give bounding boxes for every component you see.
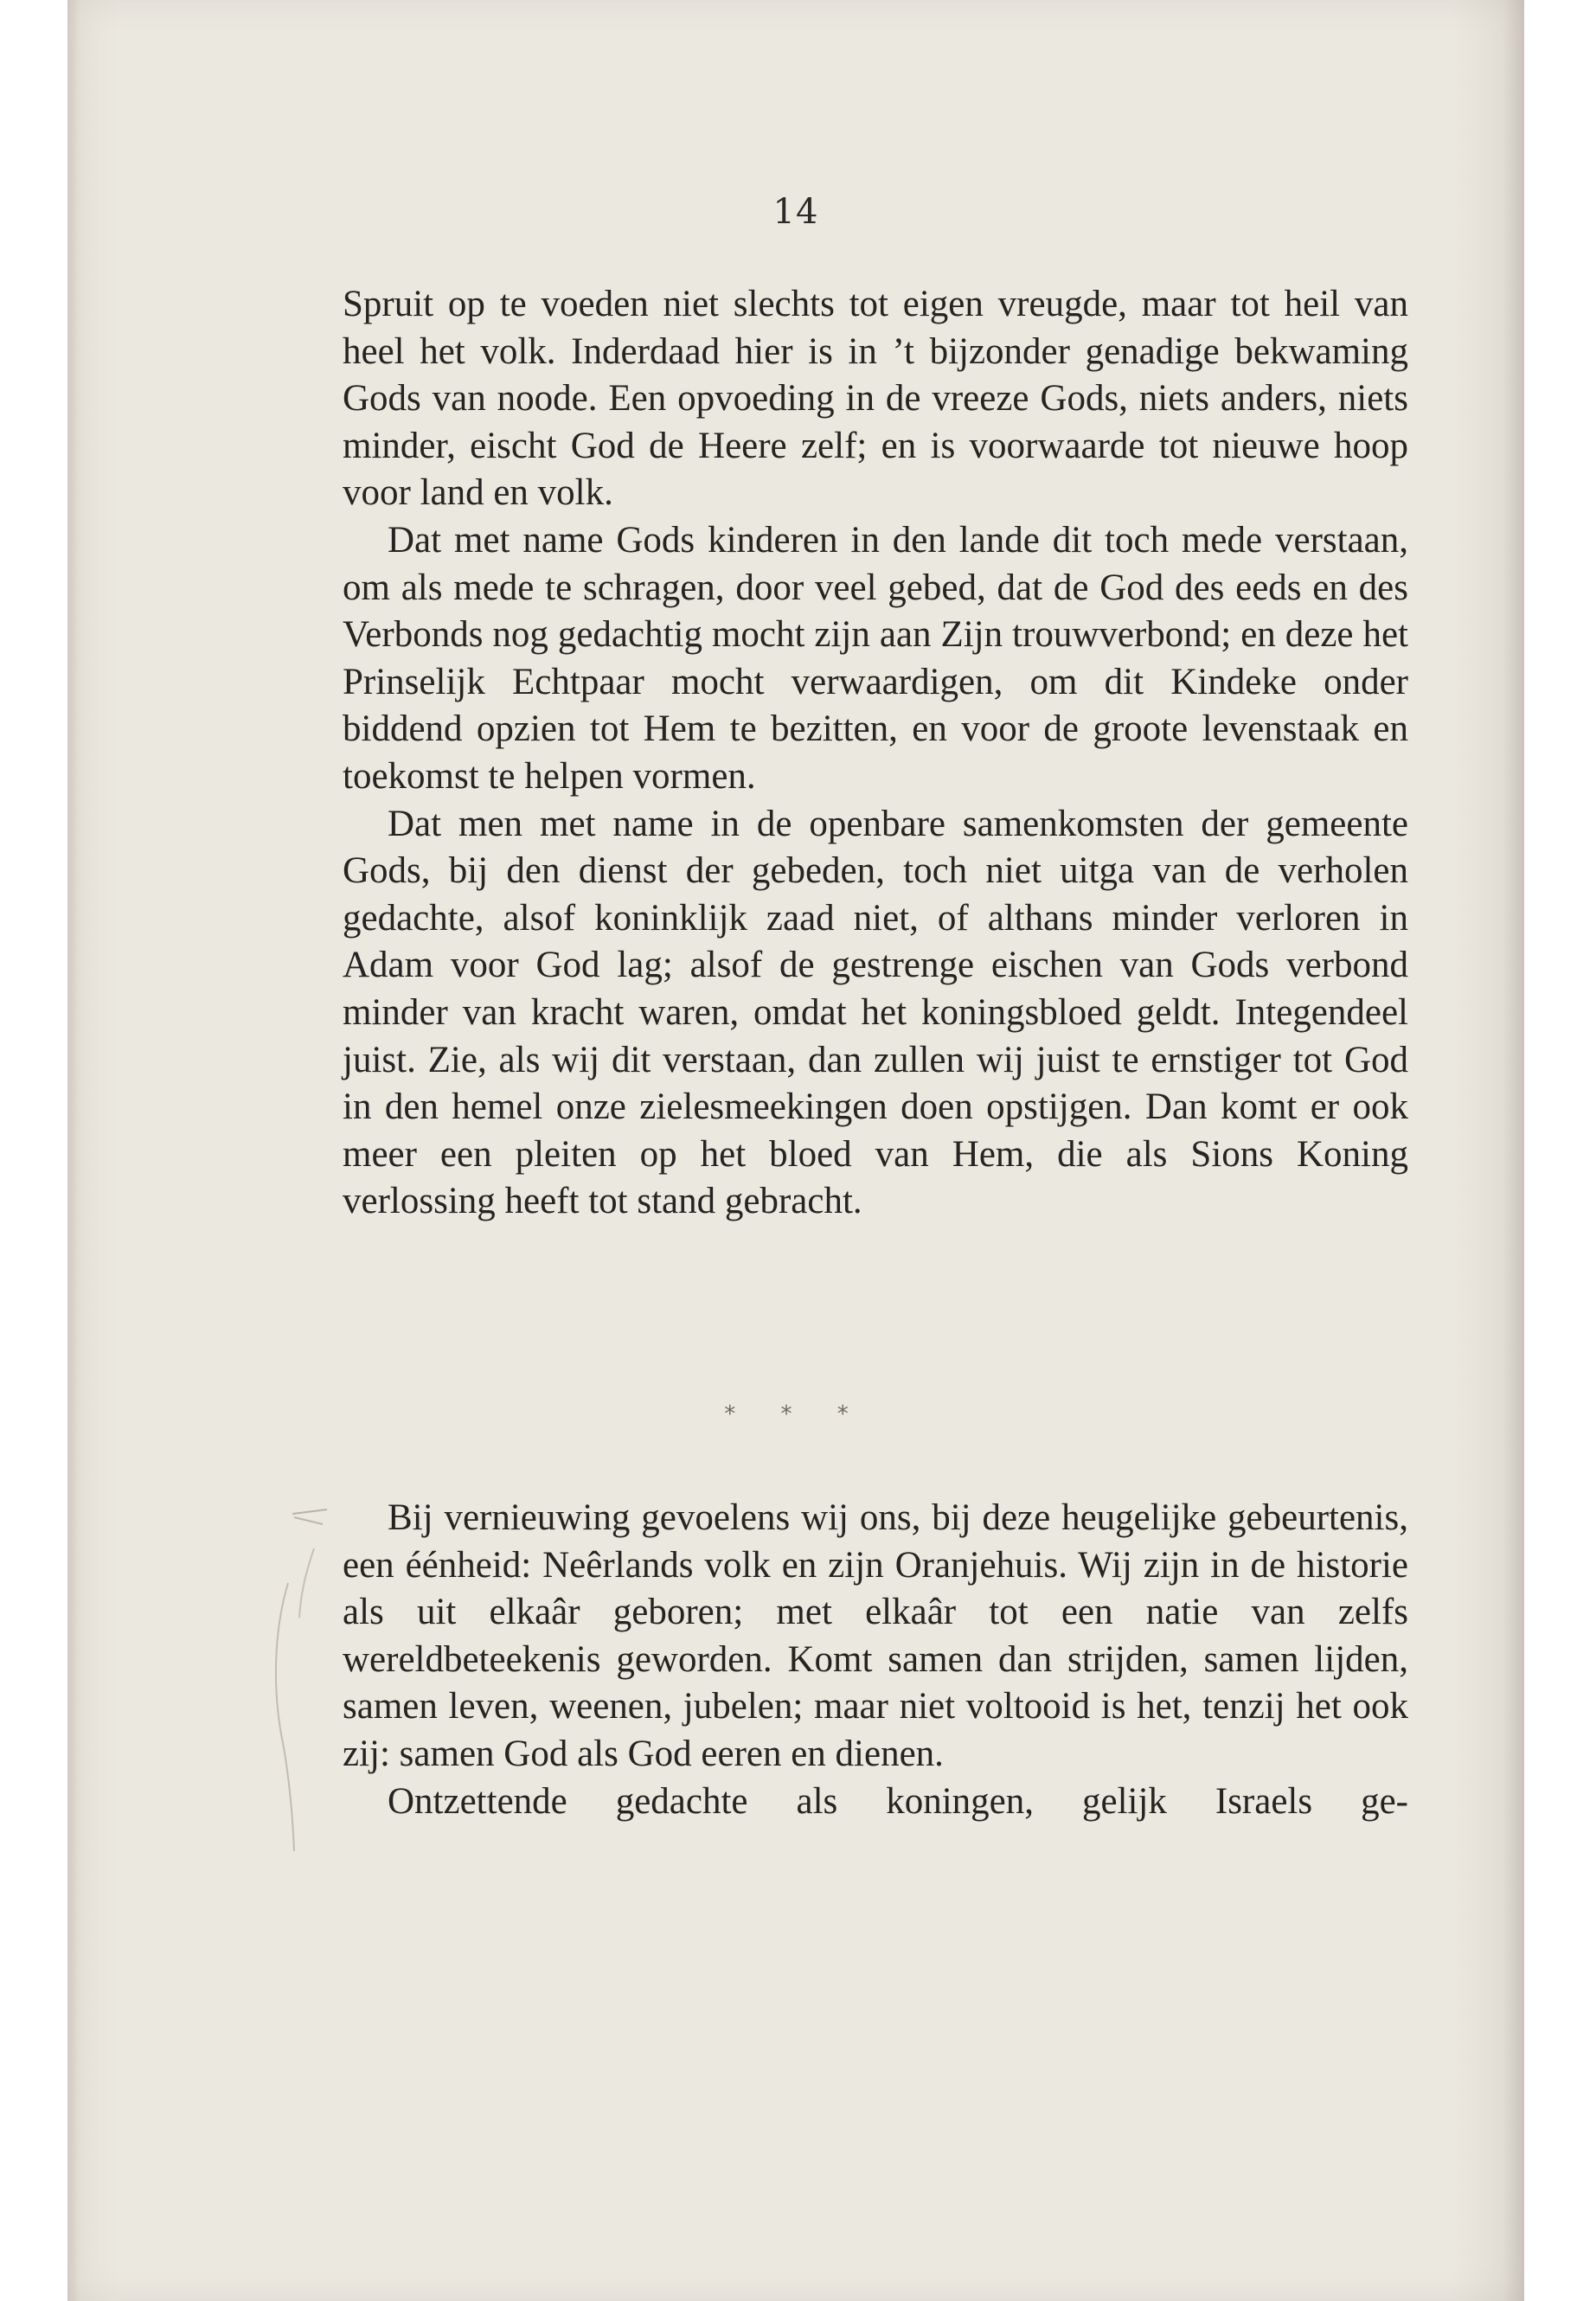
paragraph-1: Spruit op te voeden niet slechts tot eigen vreugde, maar tot heil van heel het volk. Inderdaad hier is in ’t bijzonder genadige bekwaming Gods van noode. Een opvoeding in de vreeze Gods, niets anders, niets minder, eischt God de Heere zelf; en is voorwaarde tot nieuwe hoop voor land en volk. [343, 284, 1408, 514]
page-number: 14 [772, 192, 819, 232]
paragraph-2: Dat met name Gods kinderen in den lande dit toch mede verstaan, om als mede te schragen, door veel gebed, dat de God des eeds en des Verbonds nog gedachtig mocht zijn aan Zijn trouwverbond; en deze het Prinselijk Echtpaar mocht verwaardigen, om dit Kindeke onder biddend opzien tot Hem te bezitten, en voor de groote levenstaak en toekomst te helpen vormen. [343, 519, 1408, 797]
book-page [67, 0, 1524, 2301]
section-separator: * * * [724, 1401, 868, 1427]
main-text-section-1 [343, 281, 1408, 1226]
paragraph-5: Ontzettende gedachte als koningen, gelijk Israels ge- [388, 1780, 1408, 1822]
paragraph-3: Dat men met name in de openbare samenkomsten der gemeente Gods, bij den dienst der gebeden, toch niet uitga van de verholen gedachte, alsof koninklijk zaad niet, of althans minder verloren in Adam voor God lag; alsof de gestrenge eischen van Gods verbond minder van kracht waren, omdat het koningsbloed geldt. Integendeel juist. Zie, als wij dit verstaan, dan zullen wij juist te ernstiger tot God in den hemel onze zielesmeekingen doen opstijgen. Dan komt er ook meer een pleiten op het bloed van Hem, die als Sions Koning verlossing heeft tot stand gebracht. [343, 803, 1408, 1222]
main-text-section-2 [343, 1495, 1408, 1825]
paragraph-4: Bij vernieuwing gevoelens wij ons, bij deze heugelijke gebeurtenis, een éénheid: Neêrlands volk en zijn Oranjehuis. Wij zijn in de historie als uit elkaâr geboren; met elkaâr tot een natie van zelfs wereldbeteekenis geworden. Komt samen dan strijden, samen lijden, samen leven, weenen, jubelen; maar niet voltooid is het, tenzij het ook zij: samen God als God eeren en dienen. [343, 1497, 1408, 1774]
